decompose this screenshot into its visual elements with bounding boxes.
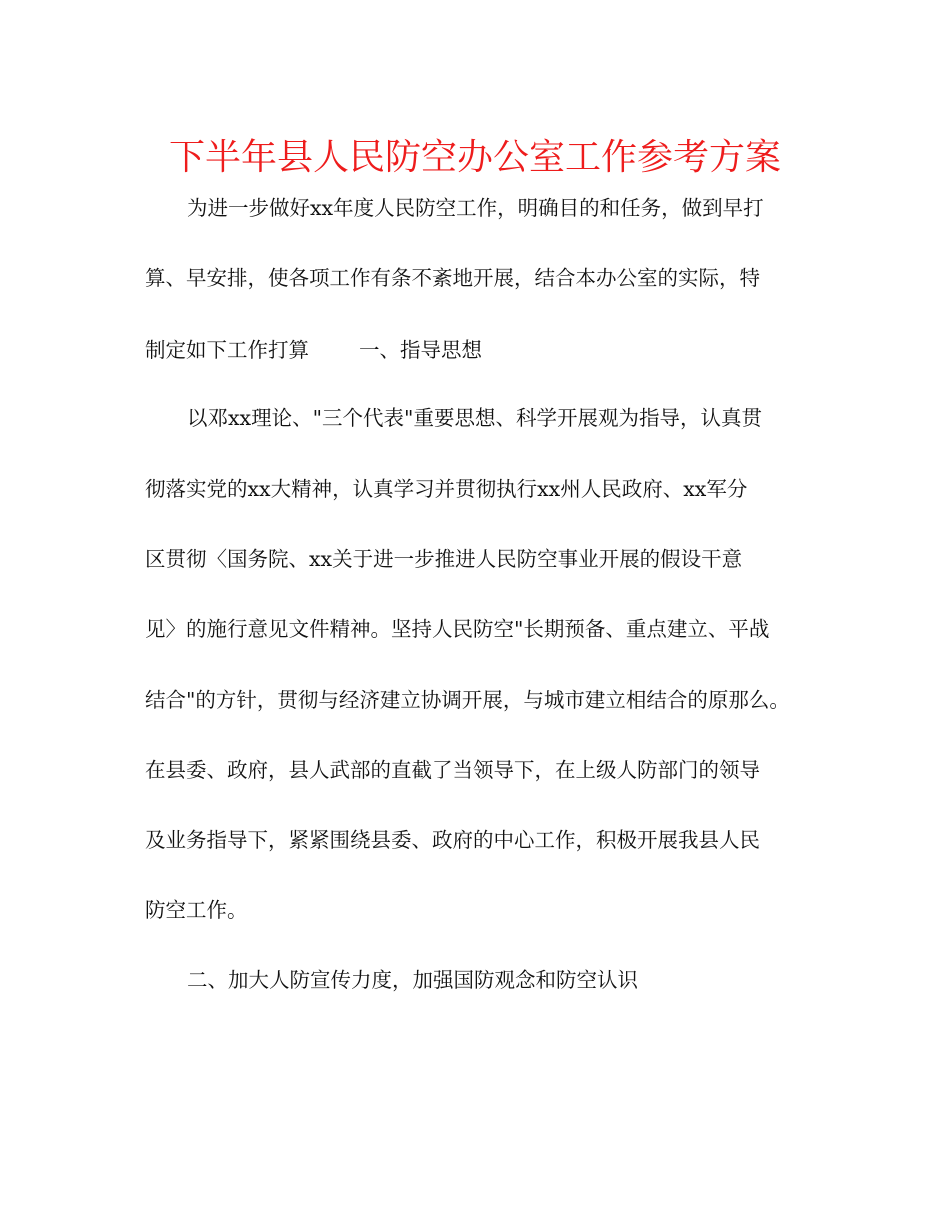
paragraph-line: 区贯彻〈国务院、xx关于进一步推进人民防空事业开展的假设干意: [145, 547, 743, 571]
paragraph-line: 制定如下工作打算: [145, 338, 309, 362]
paragraph-line: 以邓xx理论、"三个代表"重要思想、科学开展观为指导，认真贯: [187, 406, 762, 430]
paragraph-line: 彻落实党的xx大精神，认真学习并贯彻执行xx州人民政府、xx军分: [145, 477, 748, 501]
section-heading: 二、加大人防宣传力度，加强国防观念和防空认识: [187, 968, 638, 992]
paragraph-line: 防空工作。: [145, 898, 248, 922]
section-heading: 一、指导思想: [359, 338, 482, 362]
paragraph-line: 算、早安排，使各项工作有条不紊地开展，结合本办公室的实际，特: [145, 266, 760, 290]
document-title: 下半年县人民防空办公室工作参考方案: [168, 137, 781, 178]
paragraph-line: 结合"的方针，贯彻与经济建立协调开展，与城市建立相结合的原那么。: [145, 688, 790, 712]
paragraph-line: 及业务指导下，紧紧围绕县委、政府的中心工作，积极开展我县人民: [145, 828, 760, 852]
paragraph-line-with-heading: [145, 334, 482, 366]
paragraph-line: 为进一步做好xx年度人民防空工作，明确目的和任务，做到早打: [187, 196, 764, 220]
paragraph-line: 见〉的施行意见文件精神。坚持人民防空"长期预备、重点建立、平战: [145, 617, 770, 641]
paragraph-line: 在县委、政府，县人武部的直截了当领导下，在上级人防部门的领导: [145, 758, 760, 782]
